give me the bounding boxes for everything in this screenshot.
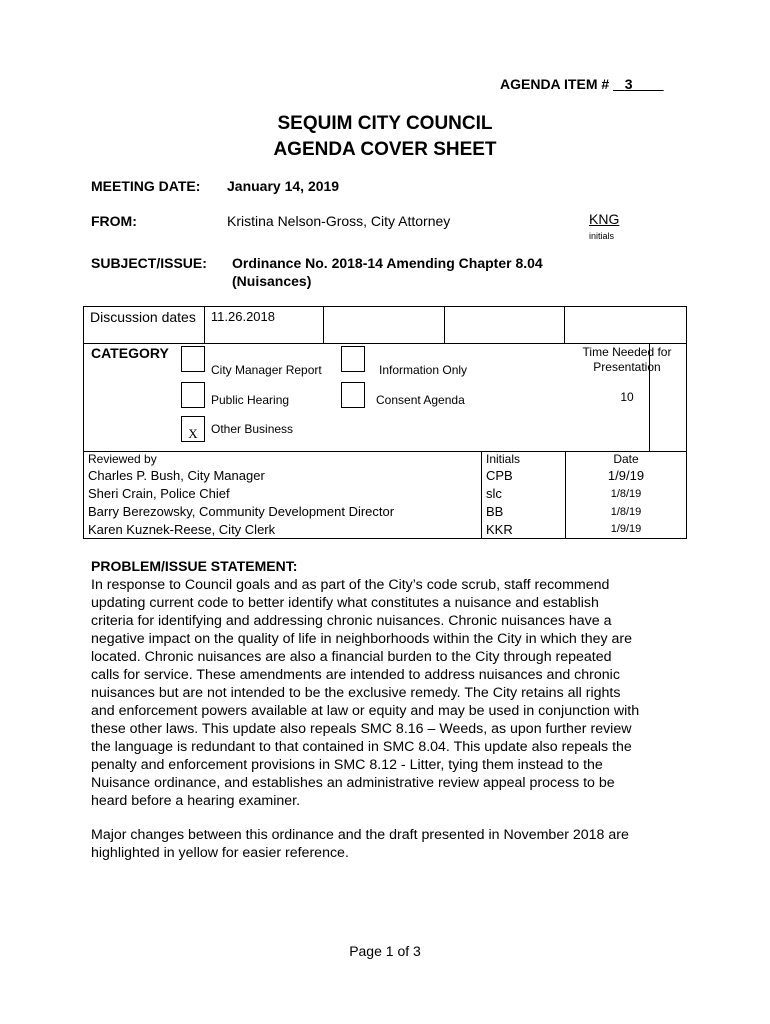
problem-line: and enforcement powers available at law or equity and may be used in conjunction with bbox=[91, 703, 640, 719]
reviewer-initials: slc bbox=[482, 485, 566, 503]
subject-label: SUBJECT/ISSUE: bbox=[91, 255, 207, 271]
public-hearing-checkbox[interactable] bbox=[181, 382, 205, 408]
problem-line: heard before a hearing examiner. bbox=[91, 793, 301, 809]
reviewer-date: 1/8/19 bbox=[566, 503, 687, 521]
consent-agenda-label: Consent Agenda bbox=[376, 393, 465, 407]
page-title: SEQUIM CITY COUNCIL bbox=[277, 113, 493, 134]
meeting-date-value: January 14, 2019 bbox=[227, 178, 340, 194]
discussion-date-3 bbox=[444, 307, 565, 344]
changes-line: highlighted in yellow for easier reference. bbox=[91, 845, 349, 861]
information-only-label: Information Only bbox=[379, 363, 468, 377]
other-business-checkbox[interactable] bbox=[181, 416, 205, 442]
consent-agenda-checkbox[interactable] bbox=[341, 382, 365, 408]
time-needed-value: 10 bbox=[620, 390, 634, 404]
reviewer-name: Sheri Crain, Police Chief bbox=[84, 485, 482, 503]
reviewer-initials: KKR bbox=[482, 521, 566, 539]
subject-line-1: Ordinance No. 2018-14 Amending Chapter 8.04 bbox=[232, 255, 543, 271]
reviewer-name: Charles P. Bush, City Manager bbox=[84, 467, 482, 485]
discussion-date-1: 11.26.2018 bbox=[204, 307, 323, 344]
city-manager-report-label: City Manager Report bbox=[211, 363, 322, 377]
date-header: Date bbox=[566, 452, 687, 467]
reviewer-name: Karen Kuznek-Reese, City Clerk bbox=[84, 521, 482, 539]
table-row bbox=[84, 485, 687, 503]
discussion-label: Discussion dates bbox=[84, 307, 205, 344]
problem-line: penalty and enforcement provisions in SMC 8.12 - Litter, tying them instead to the bbox=[91, 757, 603, 773]
reviewer-initials: BB bbox=[482, 503, 566, 521]
discussion-dates-table bbox=[83, 306, 687, 344]
problem-line: updating current code to better identify what constitutes a nuisance and establish bbox=[91, 595, 599, 611]
time-needed-label: Time Needed for Presentation bbox=[582, 345, 672, 374]
problem-line: located. Chronic nuisances are also a financial burden to the City through repeated bbox=[91, 649, 612, 665]
problem-line: Nuisance ordinance, and establishes an administrative review appeal process to be bbox=[91, 775, 615, 791]
public-hearing-label: Public Hearing bbox=[211, 393, 290, 407]
changes-line: Major changes between this ordinance and the draft presented in November 2018 are bbox=[91, 827, 629, 843]
problem-line: negative impact on the quality of life in neighborhoods within the City in which they are bbox=[91, 631, 633, 647]
reviewer-initials: CPB bbox=[482, 467, 566, 485]
table-row bbox=[84, 503, 687, 521]
other-business-label: Other Business bbox=[211, 422, 294, 436]
problem-line: In response to Council goals and as part of the City’s code scrub, staff recommend bbox=[91, 577, 610, 593]
problem-line: the language is redundant to that contained in SMC 8.04. This update also repeals the bbox=[91, 739, 632, 755]
reviewer-name: Barry Berezowsky, Community Development Director bbox=[84, 503, 482, 521]
reviewer-date: 1/9/19 bbox=[566, 521, 687, 539]
discussion-date-4 bbox=[565, 307, 687, 344]
problem-line: nuisances but are not intended to be the exclusive remedy. The City retains all rights bbox=[91, 685, 621, 701]
from-label: FROM: bbox=[91, 213, 137, 229]
problem-heading: PROBLEM/ISSUE STATEMENT: bbox=[91, 558, 298, 574]
from-value: Kristina Nelson-Gross, City Attorney bbox=[227, 213, 451, 229]
discussion-date-2 bbox=[323, 307, 444, 344]
category-label: CATEGORY bbox=[91, 345, 169, 361]
city-manager-report-checkbox[interactable] bbox=[181, 346, 205, 372]
agenda-item-label: AGENDA ITEM # bbox=[500, 76, 610, 92]
information-only-checkbox[interactable] bbox=[341, 346, 365, 372]
problem-line: these other laws. This update also repeals SMC 8.16 – Weeds, as upon further review bbox=[91, 721, 632, 737]
reviewer-date: 1/8/19 bbox=[566, 485, 687, 503]
page-number: Page 1 of 3 bbox=[349, 943, 421, 959]
reviewers-table bbox=[83, 451, 687, 539]
initials-caption: initials bbox=[589, 231, 615, 241]
meeting-date-label: MEETING DATE: bbox=[91, 178, 201, 194]
agenda-item-number bbox=[500, 76, 664, 92]
from-initials: KNG bbox=[589, 211, 620, 227]
problem-line: criteria for identifying and addressing chronic nuisances. Chronic nuisances have a bbox=[91, 613, 612, 629]
initials-header: Initials bbox=[482, 452, 566, 467]
checkmark-x: X bbox=[188, 426, 198, 441]
changes-paragraph bbox=[91, 826, 691, 862]
page-subtitle: AGENDA COVER SHEET bbox=[273, 139, 497, 160]
problem-paragraph bbox=[91, 576, 691, 810]
agenda-item-value: 3 bbox=[624, 76, 633, 92]
problem-line: calls for service. These amendments are intended to address nuisances and chronic bbox=[91, 667, 620, 683]
table-row bbox=[84, 521, 687, 539]
subject-line-2: (Nuisances) bbox=[232, 273, 312, 289]
reviewer-date: 1/9/19 bbox=[566, 467, 687, 485]
reviewed-by-header: Reviewed by bbox=[84, 452, 482, 467]
table-row bbox=[84, 467, 687, 485]
